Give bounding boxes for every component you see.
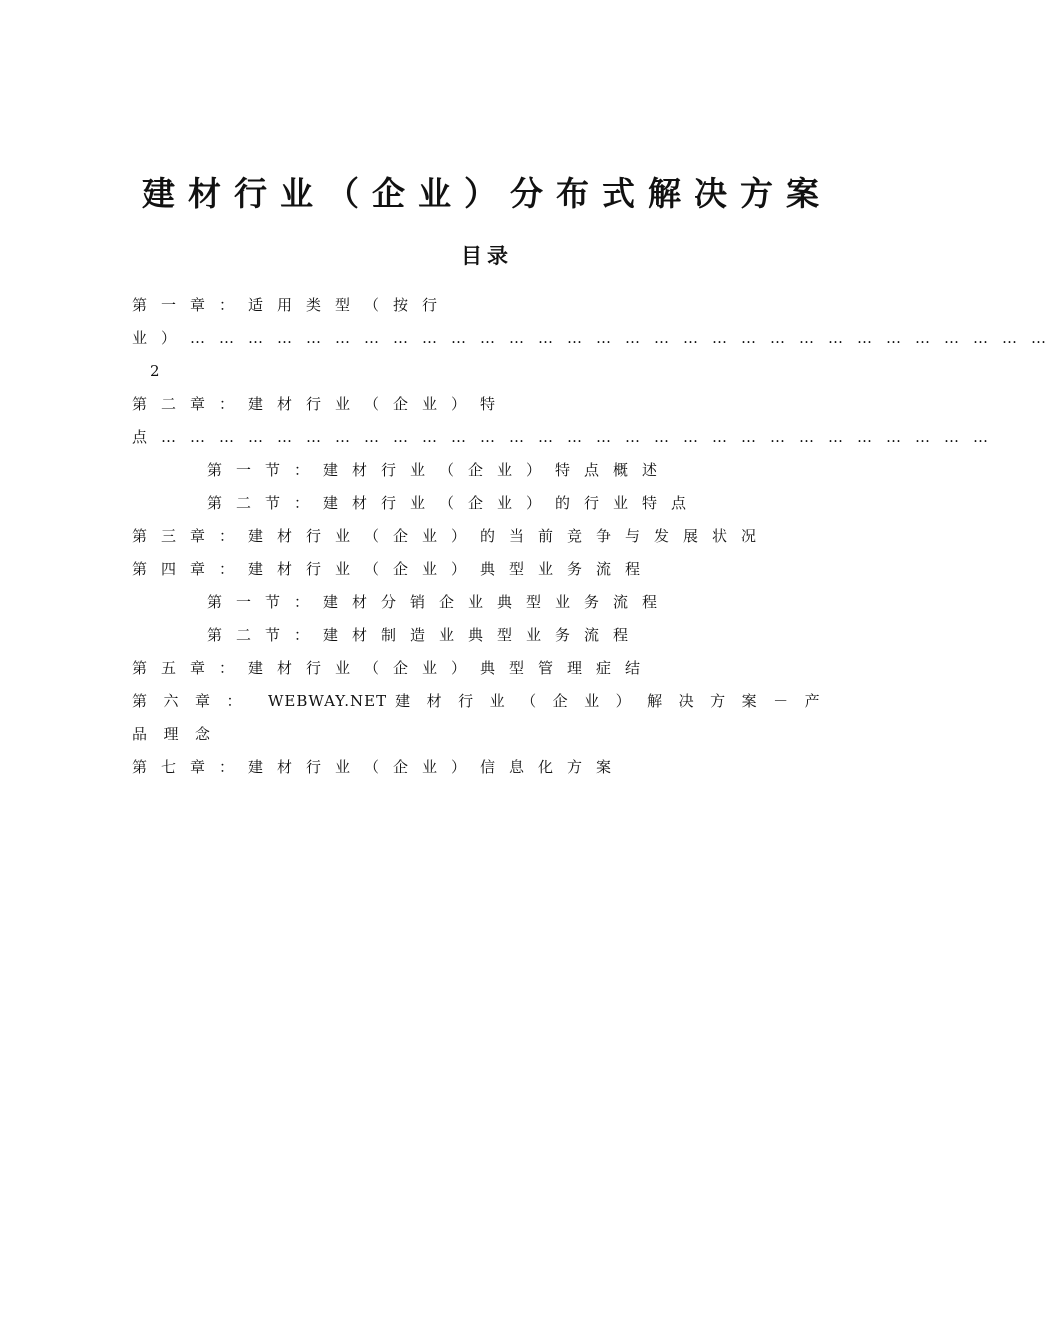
toc-page-number: 2 bbox=[150, 362, 160, 380]
toc-entry-chapter-4[interactable] bbox=[132, 553, 842, 586]
toc-entry-chapter-4-section-1[interactable] bbox=[132, 586, 842, 619]
toc-entry-chapter-2-section-2[interactable] bbox=[132, 487, 842, 520]
toc-entry-text: 第二节：建材行业（企业）的行业特点 bbox=[207, 494, 701, 512]
toc-entry-chapter-6[interactable] bbox=[132, 685, 842, 751]
toc-heading: 目录 bbox=[461, 244, 513, 268]
toc-entry-chapter-7[interactable] bbox=[132, 751, 842, 784]
toc-entry-text: 第一章：适用类型（按行业）……………………………………………………………………………… bbox=[132, 296, 1060, 347]
toc-entry-chapter-3[interactable] bbox=[132, 520, 842, 553]
toc-entry-text: 第三章：建材行业（企业）的当前竞争与发展状况 bbox=[132, 527, 771, 545]
toc-entry-text: 第七章：建材行业（企业）信息化方案 bbox=[132, 758, 626, 776]
toc-entry-text: 第四章：建材行业（企业）典型业务流程 bbox=[132, 560, 655, 578]
document-title: 建材行业（企业）分布式解决方案 bbox=[142, 174, 832, 213]
toc-entry-chapter-1[interactable] bbox=[132, 289, 1060, 388]
toc-entry-text: 第二章：建材行业（企业）特点…………………………………………………………………………… bbox=[132, 395, 1003, 446]
toc-entry-text: 第一节：建材行业（企业）特点概述 bbox=[207, 461, 672, 479]
toc-entry-chapter-2[interactable] bbox=[132, 388, 1003, 454]
toc-entry-chapter-4-section-2[interactable] bbox=[132, 619, 842, 652]
toc-entry-chapter-2-section-1[interactable] bbox=[132, 454, 842, 487]
toc-entry-text: 第五章：建材行业（企业）典型管理症结 bbox=[132, 659, 655, 677]
toc-entry-prefix: 第六章： bbox=[132, 692, 259, 710]
toc-entry-suffix: 建材行业（企业）解决方案－产品理念 bbox=[132, 692, 837, 743]
table-of-contents bbox=[132, 289, 1060, 784]
toc-entry-latin: WEBWAY.NET bbox=[268, 692, 388, 710]
toc-entry-text: 第一节：建材分销企业典型业务流程 bbox=[207, 593, 672, 611]
toc-entry-chapter-5[interactable] bbox=[132, 652, 842, 685]
toc-entry-text: 第二节：建材制造业典型业务流程 bbox=[207, 626, 643, 644]
